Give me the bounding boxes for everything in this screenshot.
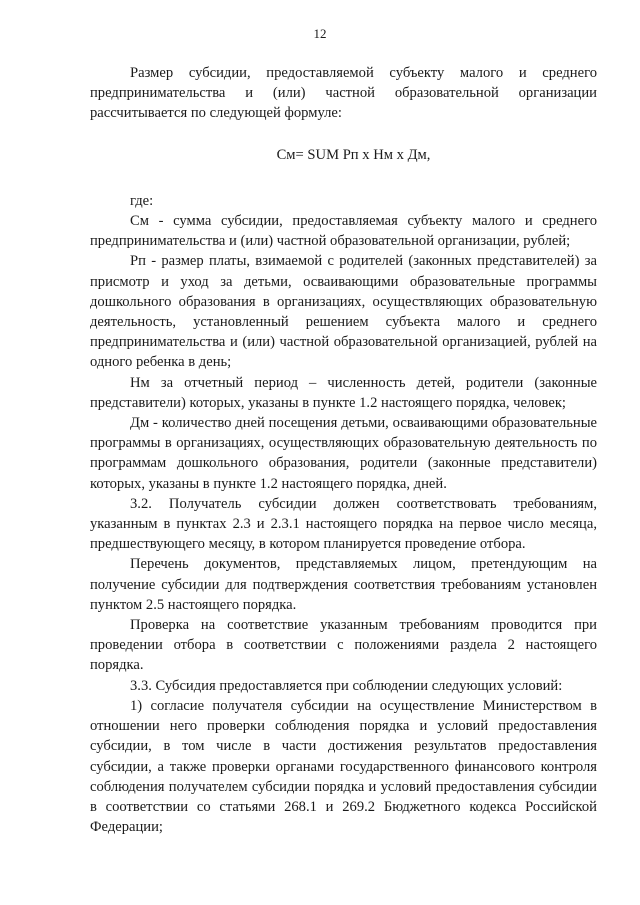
page-number: 12	[313, 26, 327, 41]
definition-sm: См - сумма субсидии, предоставляемая субъекту малого и среднего предпринимательства и (или) частной образовательной организации, рублей;	[90, 213, 597, 250]
paragraph-condition-1: 1) согласие получателя субсидии на осуществление Министерством в отношении него проверки соблюдения порядка и условий предоставления субсидии, в том числе в части достижения результатов предоставления субсидии, а также проверки органами государственного финансового контроля соблюдения получателем субсидии порядка и условий предоставления субсидии в соответствии со статьями 268.1 и 269.2 Бюджетного кодекса Российской Федерации;	[90, 697, 597, 836]
paragraph-intro: Размер субсидии, предоставляемой субъекту малого и среднего предпринимательства и (или) частной образовательной организации рассчитывается по следующей формуле:	[90, 65, 597, 122]
paragraph-documents-list: Перечень документов, представляемых лицом, претендующим на получение субсидии для подтверждения соответствия требованиям установлен пунктом 2.5 настоящего порядка.	[90, 556, 597, 613]
paragraph-3-2: 3.2. Получатель субсидии должен соответствовать требованиям, указанным в пунктах 2.3 и 2.3.1 настоящего порядка на первое число месяца, предшествующего месяцу, в котором планируется проведение отбора.	[90, 495, 597, 553]
paragraph-compliance-check: Проверка на соответствие указанным требованиям проводится при проведении отбора в соответствии с положениями раздела 2 настоящего порядка.	[90, 617, 597, 674]
paragraph-where: где:	[130, 192, 154, 209]
paragraph-3-3: 3.3. Субсидия предоставляется при соблюдении следующих условий:	[130, 677, 563, 694]
definition-dm: Дм - количество дней посещения детьми, осваивающими образовательные программы в организациях, осуществляющих образовательную деятельность по программам дошкольного образования, родители (законные представители) которых, указаны в пункте 1.2 настоящего порядка, дней.	[90, 415, 597, 492]
subsidy-formula: См= SUM Рп х Нм х Дм,	[276, 146, 431, 163]
definition-rp: Рп - размер платы, взимаемой с родителей (законных представителей) за присмотр и уход за детьми, осваивающими образовательные программы дошкольного образования в организациях, осуществляющих образовательную деятельность, установленный решением субъекта малого и среднего предпринимательства и (или) частной образовательной организацией, рублей на одного ребенка в день;	[90, 253, 597, 371]
definition-nm: Нм за отчетный период – численность детей, родители (законные представители) которых, указаны в пункте 1.2 настоящего порядка, человек;	[90, 374, 597, 411]
document-body	[90, 63, 597, 837]
